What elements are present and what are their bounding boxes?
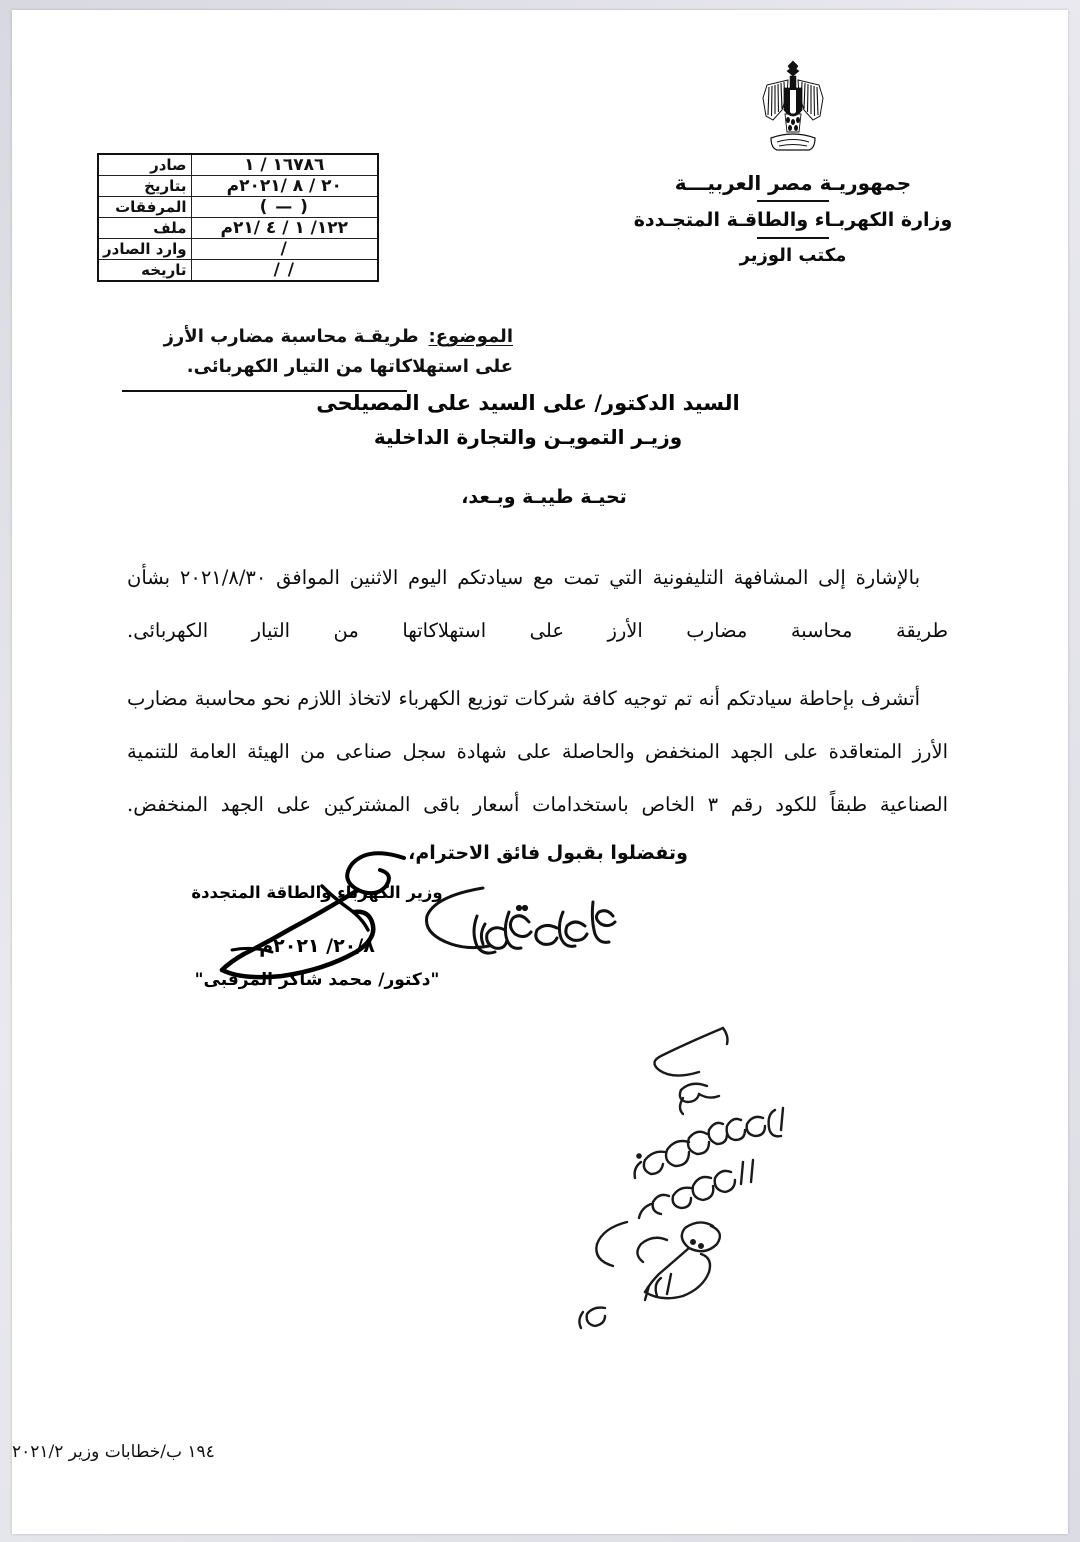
registry-label-sader: صادر [98, 154, 191, 176]
registry-value-itsdate: / / [191, 260, 378, 282]
addressee-title: وزيـر التمويـن والتجارة الداخلية [373, 425, 683, 449]
greeting-line: تحيـة طيبـة وبـعد، [461, 486, 627, 508]
table-row [98, 260, 378, 282]
footer-reference [12, 1442, 960, 1462]
letterhead [593, 58, 993, 268]
header-divider-2 [757, 237, 829, 239]
header-office: مكتب الوزير [739, 245, 847, 266]
registry-label-date: بتاريخ [98, 176, 191, 197]
registry-value-file: ١٢٢/ ١ / ٤ /٢١م [191, 218, 378, 239]
handwritten-regards [417, 882, 647, 962]
registry-label-itsdate: تاريخه [98, 260, 191, 282]
subject-line [122, 322, 513, 382]
registry-value-sader: ١٦٧٨٦ / ١ [191, 154, 378, 176]
registry-label-file: ملف [98, 218, 191, 239]
header-ministry: وزارة الكهربـاء والطاقـة المتجـددة [633, 209, 953, 231]
footer-reference-text: ١٩٤ ب/خطابات وزير ٢٠٢١/٢ [12, 1442, 215, 1462]
table-row [98, 197, 378, 218]
registry-value-incoming: / [191, 239, 378, 260]
body-paragraph-2 [127, 672, 948, 831]
signature-name: "دكتور/ محمد شاكر المرقبى" [194, 970, 440, 990]
body-paragraph-2-text: أتشرف بإحاطة سيادتكم أنه تم توجيه كافة شركات توزيع الكهرباء لاتخاذ اللازم نحو محاسبة مضارب الأرز المتعاقدة على الجهد المنخفض والحاصلة على شهادة سجل صناعى من الهيئة العامة للتنمية الصناعية طبقاً للكود رقم ٣ الخاص باستخدامات أسعار باقى المشتركين على الجهد المنخفض. [127, 687, 948, 816]
table-row [98, 154, 378, 176]
signature-title: وزير الكهرباء والطاقة المتجددة [191, 883, 443, 902]
header-country: جمهوريـة مصر العربيـــة [674, 171, 912, 195]
subject-label: الموضوع: [428, 326, 513, 347]
registry-label-incoming: وارد الصادر [98, 239, 191, 260]
body-paragraph-1-text: بالإشارة إلى المشافهة التليفونية التي تمت مع سيادتكم اليوم الاثنين الموافق ٢٠٢١/٨/٣٠ بشأن طريقة محاسبة مضارب الأرز على استهلاكاتها من التيار الكهربائى. [127, 566, 948, 642]
addressee-block [108, 386, 948, 454]
header-divider-1 [757, 200, 829, 202]
registry-label-attach: المرفقات [98, 197, 191, 218]
handwritten-margin-note [567, 1010, 837, 1350]
signature-handwritten-date: ٢٠/٨/ ٢٠٢١م [259, 935, 375, 957]
addressee-name: السيد الدكتور/ على السيد على المصيلحى [316, 391, 740, 415]
registry-value-attach: ( — ) [191, 197, 378, 218]
table-row [98, 239, 378, 260]
registry-value-date: ٢٠ / ٨ /٢٠٢١م [191, 176, 378, 197]
registry-table [97, 153, 379, 282]
document-paper [12, 10, 1068, 1534]
table-row [98, 176, 378, 197]
closing-line: وتفضلوا بقبول فائق الاحترام، [408, 842, 688, 864]
eagle-of-saladin-emblem [757, 58, 829, 162]
body-paragraph-1 [127, 551, 948, 657]
table-row [98, 218, 378, 239]
subject-text: طريقـة محاسبة مضارب الأرز على استهلاكاتها من التيار الكهربائى. [163, 326, 513, 377]
